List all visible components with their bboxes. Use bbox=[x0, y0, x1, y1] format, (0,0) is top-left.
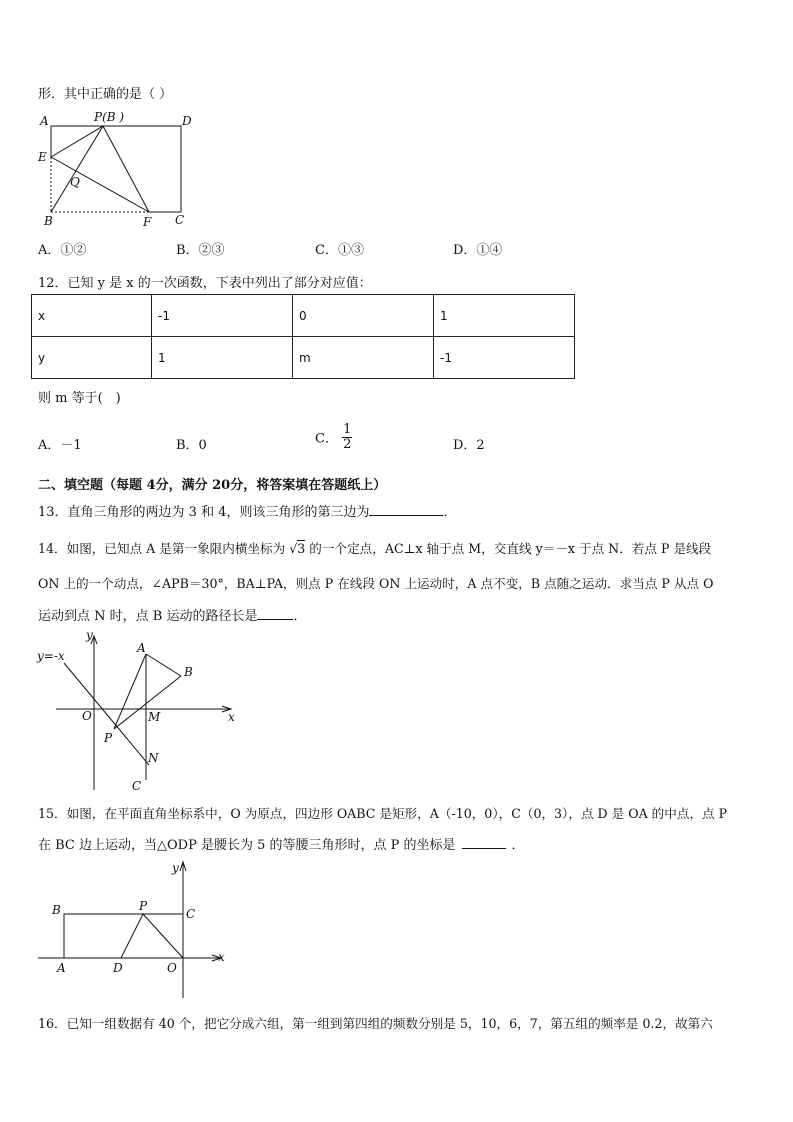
q14-line-3 bbox=[38, 605, 306, 624]
table-cell: m bbox=[293, 337, 434, 379]
q13-text bbox=[38, 501, 457, 520]
q15-line-1: 15．如图，在平面直角坐标系中，O 为原点，四边形 OABC 是矩形，A（-10，0），C（0，3），点 D 是 OA 的中点，点 P bbox=[38, 806, 728, 821]
q11-label-b: B bbox=[44, 214, 53, 228]
fraction-numerator: 1 bbox=[343, 422, 352, 437]
q11-label-f: F bbox=[143, 215, 152, 228]
q15-label-p: P bbox=[139, 899, 148, 913]
q13-stem: 13．直角三角形的两边为 3 和 4，则该三角形的第三边为 bbox=[38, 505, 370, 520]
fraction bbox=[342, 423, 352, 451]
q15-label-x: x bbox=[218, 950, 225, 964]
q11-label-e: E bbox=[38, 150, 47, 164]
table-row bbox=[32, 337, 575, 379]
table-cell: 0 bbox=[293, 295, 434, 337]
q14-line1-a: 14．如图，已知点 A 是第一象限内横坐标为 bbox=[38, 541, 290, 556]
table-cell: x bbox=[32, 295, 152, 337]
table-cell: -1 bbox=[152, 295, 293, 337]
q14-label-m: M bbox=[148, 710, 161, 724]
sqrt-symbol: √3 bbox=[289, 541, 306, 556]
q11-label-d: D bbox=[182, 114, 192, 128]
q15-label-c: C bbox=[186, 907, 196, 921]
fraction-denominator: 2 bbox=[343, 436, 352, 452]
q11-option-d: D．①④ bbox=[453, 243, 503, 258]
q13-end: ． bbox=[443, 505, 457, 520]
q15-label-y: y bbox=[172, 861, 179, 875]
q15-line2-end: ． bbox=[511, 838, 525, 853]
q14-label-c: C bbox=[132, 779, 142, 793]
q14-line-2: ON 上的一个动点，∠APB＝30°，BA⊥PA，则点 P 在线段 ON 上运动时，A 点不变，B 点随之运动．求当点 P 从点 O bbox=[38, 576, 714, 591]
table-cell: 1 bbox=[152, 337, 293, 379]
q15-line2-text: 在 BC 边上运动，当△ODP 是腰长为 5 的等腰三角形时，点 P 的坐标是 bbox=[38, 838, 456, 853]
q12-question: 则 m 等于( ) bbox=[38, 391, 121, 406]
table-cell: y bbox=[32, 337, 152, 379]
answer-blank bbox=[257, 619, 293, 620]
q11-option-a: A．①② bbox=[38, 243, 87, 258]
table-cell: 1 bbox=[434, 295, 575, 337]
q14-line3-text: 运动到点 N 时，点 B 运动的路径长是 bbox=[38, 609, 258, 624]
q14-label-a: A bbox=[137, 641, 146, 655]
q14-label-p: P bbox=[104, 731, 113, 745]
q14-label-y: y bbox=[86, 630, 93, 642]
answer-blank bbox=[462, 848, 506, 849]
q14-label-b: B bbox=[184, 665, 193, 679]
q14-line1-b: 的一个定点，AC⊥x 轴于点 M，交直线 y＝－x 于点 N．若点 P 是线段 bbox=[305, 541, 712, 556]
q11-label-q: Q bbox=[70, 175, 80, 189]
q14-line3-end: ． bbox=[293, 609, 307, 624]
q12-option-d: D．2 bbox=[453, 438, 485, 453]
q14-line-1 bbox=[38, 538, 711, 557]
q15-line-2 bbox=[38, 834, 525, 853]
q11-label-a: A bbox=[40, 114, 49, 128]
q11-option-c: C．①③ bbox=[315, 243, 364, 258]
q15-label-d: D bbox=[113, 961, 123, 975]
sqrt-value: 3 bbox=[297, 541, 306, 556]
q14-label-x: x bbox=[228, 710, 235, 724]
q15-rectangle-figure bbox=[36, 858, 236, 1003]
q14-coordinate-figure bbox=[34, 630, 244, 795]
q11-option-b: B．②③ bbox=[176, 243, 225, 258]
q14-label-o: O bbox=[82, 709, 92, 723]
table-cell: -1 bbox=[434, 337, 575, 379]
q11-rectangle-figure bbox=[36, 108, 206, 228]
q14-label-n: N bbox=[148, 751, 159, 765]
q12-option-c bbox=[315, 423, 352, 451]
q15-label-b: B bbox=[52, 903, 61, 917]
q12-option-a: A．－1 bbox=[38, 438, 82, 453]
q12-stem: 12．已知 y 是 x 的一次函数，下表中列出了部分对应值： bbox=[38, 276, 372, 291]
q12-option-c-prefix: C． bbox=[315, 431, 338, 447]
section-heading: 二、填空题（每题 4分，满分 20分，将答案填在答题纸上） bbox=[38, 478, 387, 493]
q15-label-o: O bbox=[167, 961, 177, 975]
q11-label-p: P(B ) bbox=[94, 110, 125, 124]
table-row bbox=[32, 295, 575, 337]
q11-label-c: C bbox=[175, 213, 185, 227]
q12-option-b: B．0 bbox=[176, 438, 207, 453]
q16-text: 16．已知一组数据有 40 个，把它分成六组，第一组到第四组的频数分别是 5，10，6，7，第五组的频率是 0.2，故第六 bbox=[38, 1016, 713, 1031]
q15-label-a: A bbox=[57, 961, 66, 975]
q14-label-line: y=-x bbox=[37, 649, 65, 663]
q11-text: 形．其中正确的是（ ） bbox=[38, 87, 173, 102]
q12-value-table bbox=[31, 294, 575, 379]
answer-blank bbox=[369, 515, 443, 516]
